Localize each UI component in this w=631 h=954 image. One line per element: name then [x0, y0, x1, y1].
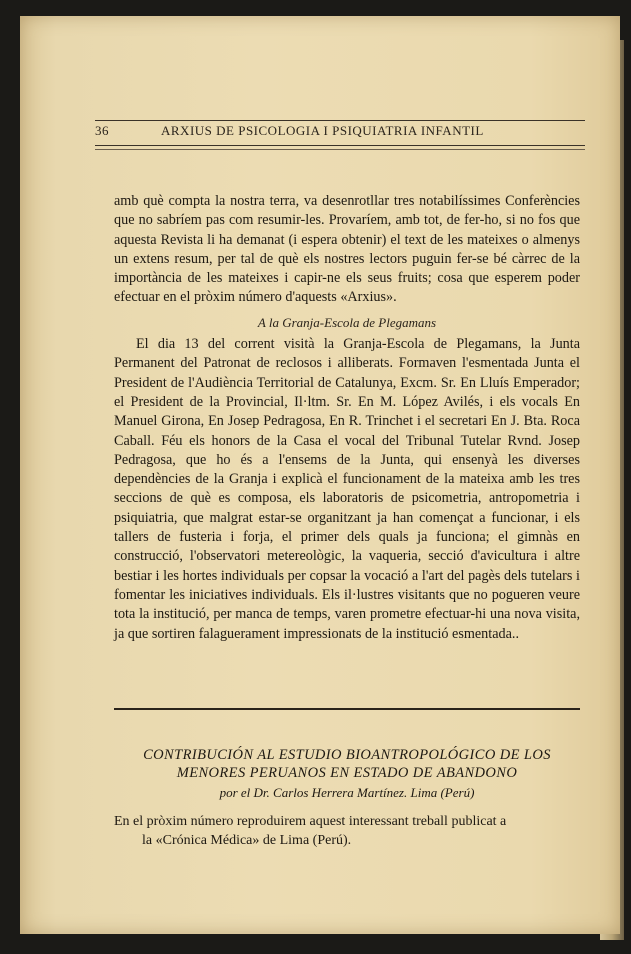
running-head-title: ARXIUS DE PSICOLOGIA I PSIQUIATRIA INFANTIL — [161, 123, 484, 138]
notice-text-line-1: En el pròxim número reproduirem aquest interessant treball publicat a — [114, 814, 507, 829]
section-divider — [114, 708, 580, 710]
notice-byline: por el Dr. Carlos Herrera Martínez. Lima (Perú) — [219, 785, 475, 800]
header-rule — [95, 145, 585, 146]
page-number: 36 — [95, 123, 109, 138]
publication-notice — [114, 746, 580, 850]
running-header — [95, 120, 585, 150]
paragraph-conferences: amb què compta la nostra terra, va desenrotllar tres notabilíssimes Conferències que no sabríem pas com resumir-les. Provaríem, amb tot, de fer-ho, si no fos que aquesta Revista li ha demanat (i espera obtenir) el text de les mateixes o almenys un extens resum, per tal de què els nostres lectors puguin fer-se bé càrrec de la importància de les mateixes i capir-ne els seus fruits; cosa que esperem poder efectuar en el pròxim número d'aquests «Arxius». — [114, 193, 580, 306]
notice-title: CONTRIBUCIÓN AL ESTUDIO BIOANTROPOLÓGICO DE LOS MENORES PERUANOS EN ESTADO DE ABANDONO — [143, 747, 551, 781]
header-rule-secondary — [95, 149, 585, 150]
section-subheading: A la Granja-Escola de Plegamans — [257, 314, 437, 330]
notice-text-line-2: la «Crónica Médica» de Lima (Perú). — [142, 833, 352, 848]
paragraph-granja-visit: El dia 13 del corrent visità la Granja-Escola de Plegamans, la Junta Permanent del Patronat de reclosos i alliberats. Formaven l'esmentada Junta el President de l'Audiència Territorial de Catalunya, Excm. Sr. En Lluís Emperador; el President de la Provincial, Il·ltm. Sr. En M. López Avilés, i els vocals En Manuel Girona, En Josep Pedragosa, En R. Trinchet i el secretari En J. Bta. Roca Caball. Féu els honors de la Casa el vocal del Tribunal Tutelar Rvnd. Josep Pedragosa, que ho és a l'ensems de la Junta, qui ensenyà les diverses dependències de la Granja i explicà el funcionament de la mateixa amb les tres seccions de què es composa, els laboratoris de psicometria, antropometria i psiquiatria, que malgrat estar-se organitzant ja han començat a funcionar, i els tallers de fusteria i forja, el primer dels quals ja funciona; el gimnàs en construcció, l'observatori metereològic, la vaqueria, secció d'avicultura i altre bestiar i les hortes individuals per copsar la vocació a l'art del pagès dels tutelars i fomentar les iniciatives individuals. Els il·lustres visitants que no pogueren veure tota la institució, per manca de temps, varen prometre efectuar-hi una nova visita, ja que sortiren falaguerament impressionats de la institució esmentada.. — [114, 336, 580, 642]
article-body — [114, 192, 580, 644]
notice-text — [114, 812, 580, 850]
